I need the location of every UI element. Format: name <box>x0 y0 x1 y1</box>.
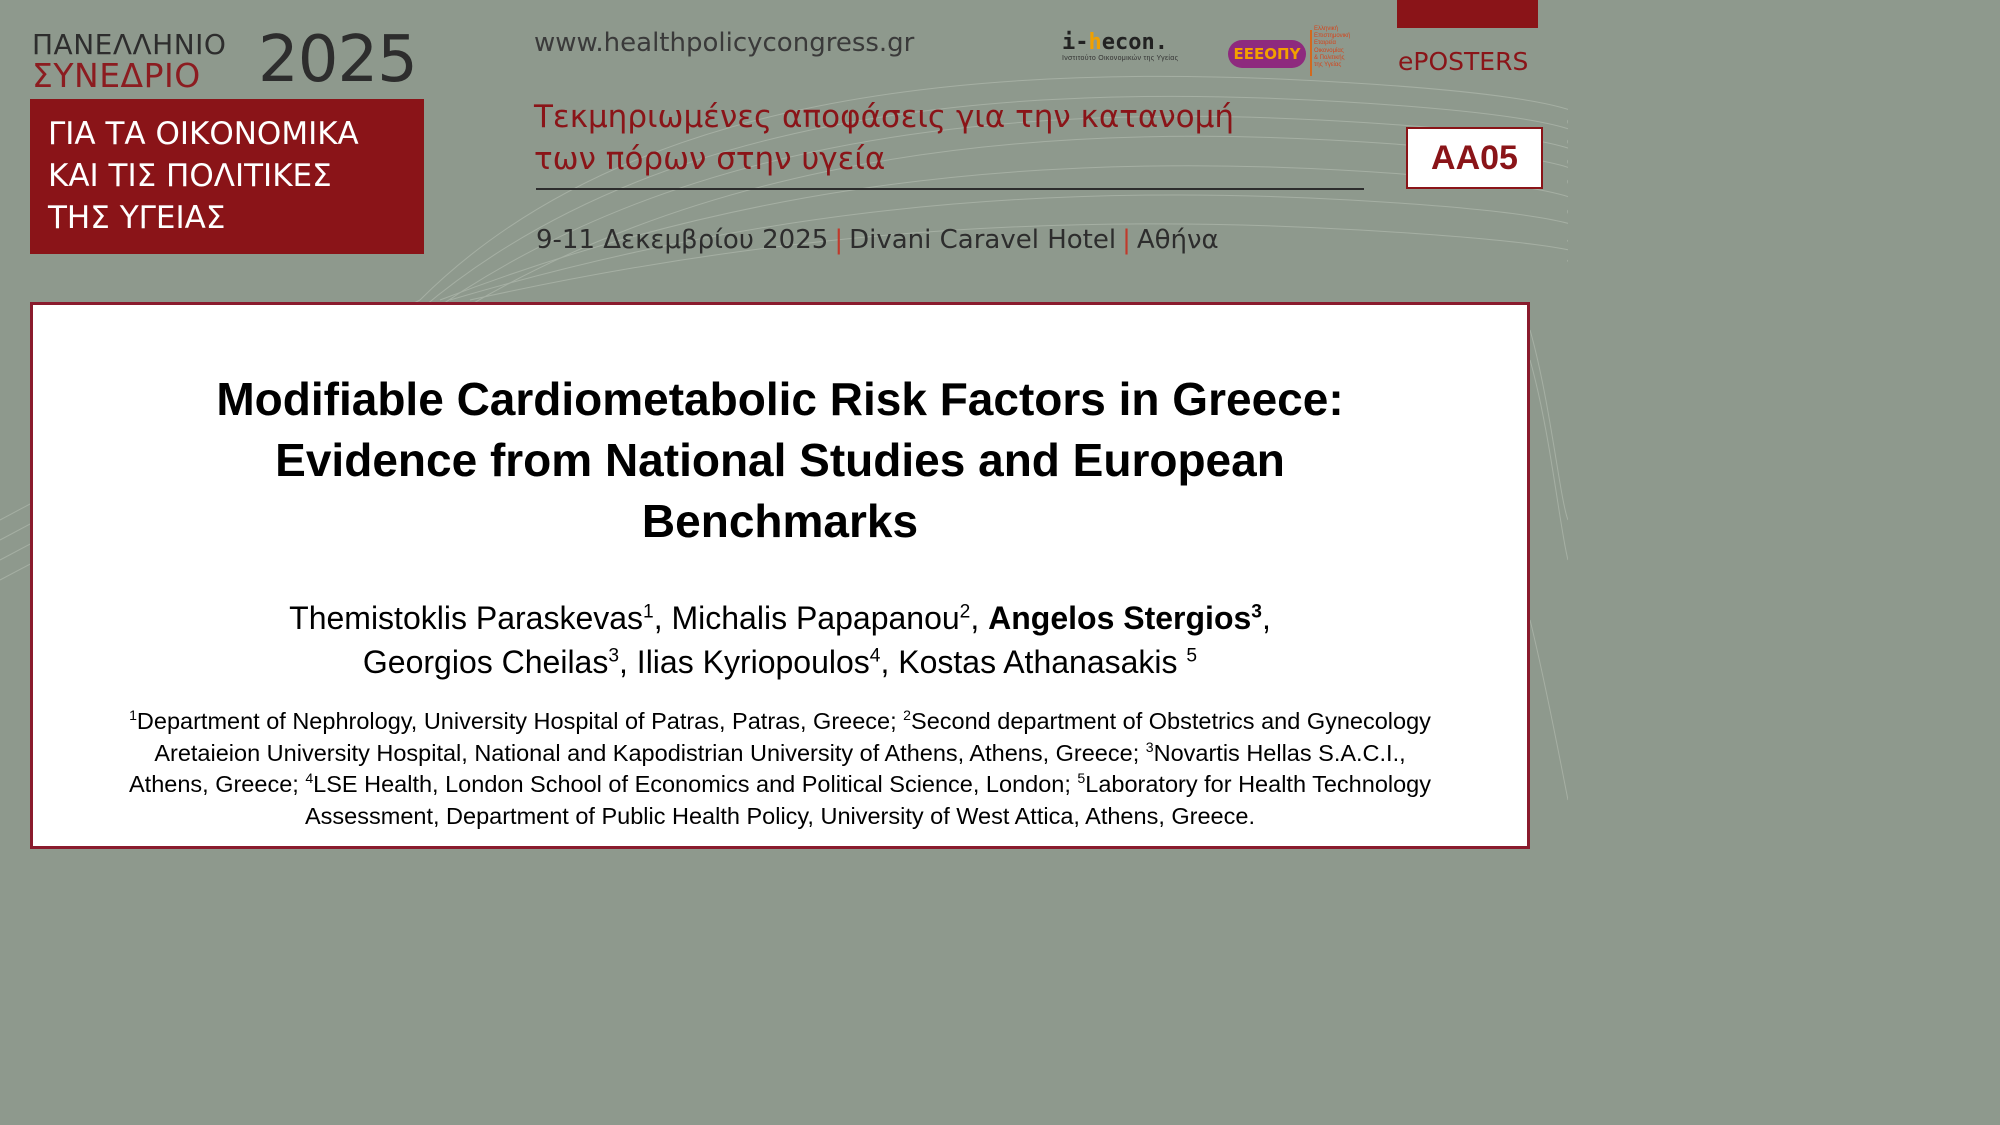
congress-subtitle-line: των πόρων στην υγεία <box>534 141 886 177</box>
congress-theme-box <box>30 99 424 254</box>
affiliation-text: Department of Nephrology, University Hospital of Patras, Patras, Greece; <box>136 708 904 734</box>
author-name: Michalis Papapanou <box>671 600 960 636</box>
ihecon-logo-text <box>1062 30 1178 55</box>
poster-code-badge: AA05 <box>1406 127 1543 189</box>
event-details <box>536 225 1219 255</box>
affiliation-mark: 1 <box>129 707 137 724</box>
eeeopy-logo-line: Επιστημονική <box>1314 33 1351 40</box>
affiliation-mark: 3 <box>1145 738 1154 755</box>
affiliation-mark: 4 <box>305 770 314 787</box>
event-venue: Divani Caravel Hotel <box>849 225 1117 255</box>
authors-line: Themistoklis Paraskevas$^1$, Michalis Papapanou$^2$, Angelos Stergios$^3$, <box>289 600 1271 636</box>
event-separator: | <box>1122 225 1131 255</box>
event-city: Αθήνα <box>1136 225 1219 255</box>
event-dates: 9-11 Δεκεμβρίου 2025 <box>536 225 829 255</box>
poster-title <box>73 369 1487 552</box>
eeeopy-logo-line: Ελληνική <box>1314 26 1339 32</box>
ihecon-logo-h: h <box>1088 30 1102 55</box>
author-name: Kostas Athanasakis <box>898 644 1178 680</box>
eeeopy-logo: ΕΕΕΟΠΥ <box>1228 40 1306 68</box>
author-name: Georgios Cheilas <box>362 644 609 680</box>
congress-theme-line: ΚΑΙ ΤΙΣ ΠΟΛΙΤΙΚΕΣ <box>48 158 332 194</box>
poster-content-panel <box>30 302 1530 849</box>
ihecon-logo <box>1062 30 1178 62</box>
poster-title-line: Modifiable Cardiometabolic Risk Factors in Greece: <box>216 373 1344 425</box>
poster-title-line: Evidence from National Studies and European <box>275 434 1285 486</box>
eeeopy-logo-line: & Πολιτικής <box>1314 54 1345 61</box>
authors-line: Georgios Cheilas$^3$, Ilias Kyriopoulos$^4$, Kostas Athanasakis $^5$ <box>362 644 1198 680</box>
eposters-label: ePOSTERS <box>1398 47 1529 76</box>
affiliation-text: Laboratory for Health Technology <box>1085 771 1432 797</box>
affiliation-text: Athens, Greece; <box>128 771 306 797</box>
author-affiliation-mark: 3 <box>1251 601 1262 623</box>
poster-affiliations <box>53 706 1507 832</box>
author-affiliation-mark: 2 <box>959 601 971 623</box>
affiliation-line <box>53 738 1507 770</box>
author-affiliation-mark: 1 <box>643 601 654 623</box>
ihecon-logo-suffix: econ. <box>1101 30 1168 55</box>
affiliation-mark: 5 <box>1077 770 1086 787</box>
affiliation-line <box>53 706 1507 738</box>
ihecon-logo-subtitle: Ινστιτούτο Οικονομικών της Υγείας <box>1062 55 1179 62</box>
congress-theme-line: ΤΗΣ ΥΓΕΙΑΣ <box>48 200 226 236</box>
eeeopy-logo-text <box>1314 26 1374 69</box>
congress-subtitle <box>534 96 1234 180</box>
presenting-author-name <box>988 600 1262 636</box>
eeeopy-logo-line: της Υγείας <box>1314 62 1342 69</box>
eeeopy-logo-line: Εταιρεία <box>1314 40 1336 47</box>
affiliation-text: Second department of Obstetrics and Gynecology <box>911 708 1431 734</box>
affiliation-mark: 2 <box>903 707 912 724</box>
eeeopy-divider <box>1310 30 1312 76</box>
author-affiliation-mark: 4 <box>869 645 881 667</box>
congress-website-link[interactable]: www.healthpolicycongress.gr <box>534 28 915 58</box>
affiliation-line: Assessment, Department of Public Health Policy, University of West Attica, Athens, Greece. <box>305 802 1255 829</box>
author-name: Angelos Stergios <box>988 600 1252 636</box>
author-affiliation-mark: 5 <box>1186 645 1198 667</box>
author-name: Ilias Kyriopoulos <box>636 644 870 680</box>
affiliation-text: Aretaieion University Hospital, National and Kapodistrian University of Athens, Athens, Greece; <box>154 739 1146 766</box>
ihecon-logo-prefix: i- <box>1062 30 1089 55</box>
congress-theme-line: ΓΙΑ ΤΑ ΟΙΚΟΝΟΜΙΚΑ <box>48 116 359 152</box>
poster-authors <box>33 596 1527 684</box>
affiliation-text: Novartis Hellas S.A.C.I., <box>1153 739 1406 766</box>
congress-year: 2025 <box>258 23 417 97</box>
congress-name-line2: ΣΥΝΕΔΡΙΟ <box>32 56 201 95</box>
eposters-accent-bar <box>1397 0 1538 28</box>
affiliation-text: LSE Health, London School of Economics and Political Science, London; <box>313 771 1078 797</box>
affiliation-line <box>53 769 1507 801</box>
congress-name-line1: ΠΑΝΕΛΛΗΝΙΟ <box>32 28 227 61</box>
congress-subtitle-line: Τεκμηριωμένες αποφάσεις για την κατανομή <box>534 99 1235 135</box>
author-name: Themistoklis Paraskevas <box>289 600 644 636</box>
poster-title-line: Benchmarks <box>641 495 919 547</box>
event-separator: | <box>834 225 844 255</box>
subtitle-divider <box>536 188 1364 190</box>
author-affiliation-mark: 3 <box>608 645 620 667</box>
eeeopy-logo-line: Οικονομίας <box>1314 47 1344 54</box>
